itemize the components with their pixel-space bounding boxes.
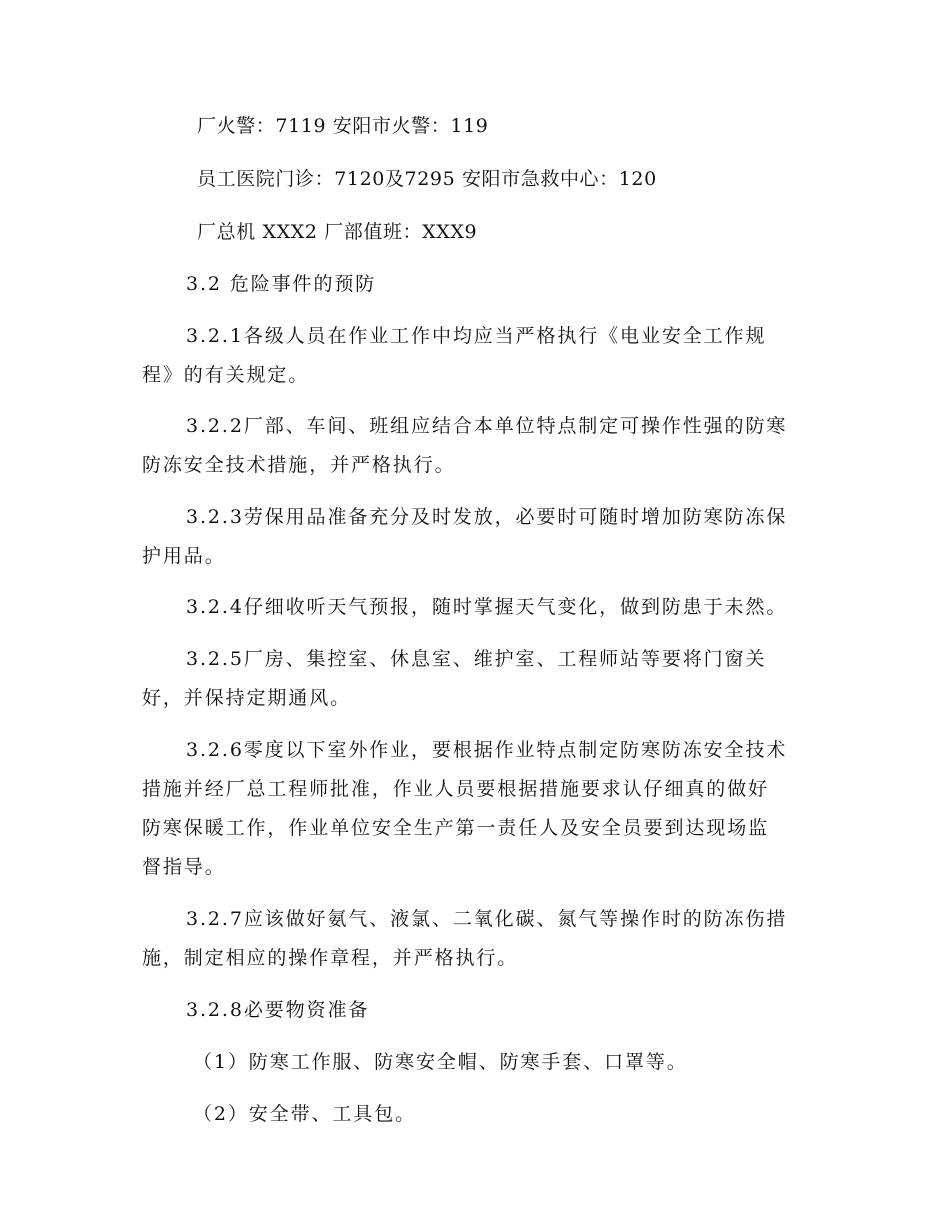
paragraph-3-2-1-line-1: 3.2.1各级人员在作业工作中均应当严格执行《电业安全工作规 <box>186 325 767 347</box>
paragraph-3-2-6-line-1: 3.2.6零度以下室外作业，要根据作业特点制定防寒防冻安全技术 <box>186 739 788 761</box>
paragraph-3-2-6-line-3: 防寒保暖工作，作业单位安全生产第一责任人及安全员要到达现场监 <box>142 817 770 839</box>
paragraph-3-2-5-line-2: 好，并保持定期通风。 <box>142 687 352 709</box>
contact-hospital: 员工医院门诊：7120及7295 安阳市急救中心：120 <box>197 168 657 190</box>
paragraph-3-2-6-line-4: 督指导。 <box>142 856 226 878</box>
paragraph-3-2-2-line-1: 3.2.2厂部、车间、班组应结合本单位特点制定可操作性强的防寒 <box>186 415 788 437</box>
paragraph-3-2-8-line-1: 3.2.8必要物资准备 <box>186 999 370 1021</box>
paragraph-3-2-5-line-1: 3.2.5厂房、集控室、休息室、维护室、工程师站等要将门窗关 <box>186 648 767 670</box>
paragraph-3-2-1-line-2: 程》的有关规定。 <box>142 364 310 386</box>
contact-switchboard: 厂总机 XXX2 厂部值班：XXX9 <box>197 221 478 243</box>
paragraph-3-2-6-line-2: 措施并经厂总工程师批准，作业人员要根据措施要求认仔细真的做好 <box>142 778 770 800</box>
list-item-1: （1）防寒工作服、防寒安全帽、防寒手套、口罩等。 <box>193 1051 688 1073</box>
contact-fire: 厂火警：7119 安阳市火警：119 <box>197 115 489 137</box>
paragraph-3-2-3-line-2: 护用品。 <box>142 545 226 567</box>
paragraph-3-2-3-line-1: 3.2.3劳保用品准备充分及时发放，必要时可随时增加防寒防冻保 <box>186 506 788 528</box>
paragraph-3-2-4-line-1: 3.2.4仔细收听天气预报，随时掌握天气变化，做到防患于未然。 <box>186 596 788 618</box>
list-item-2: （2）安全带、工具包。 <box>193 1103 416 1125</box>
paragraph-3-2-2-line-2: 防冻安全技术措施，并严格执行。 <box>142 454 456 476</box>
paragraph-3-2-7-line-1: 3.2.7应该做好氨气、液氯、二氧化碳、氮气等操作时的防冻伤措 <box>186 908 788 930</box>
section-heading: 3.2 危险事件的预防 <box>186 273 377 295</box>
paragraph-3-2-7-line-2: 施，制定相应的操作章程，并严格执行。 <box>142 947 519 969</box>
